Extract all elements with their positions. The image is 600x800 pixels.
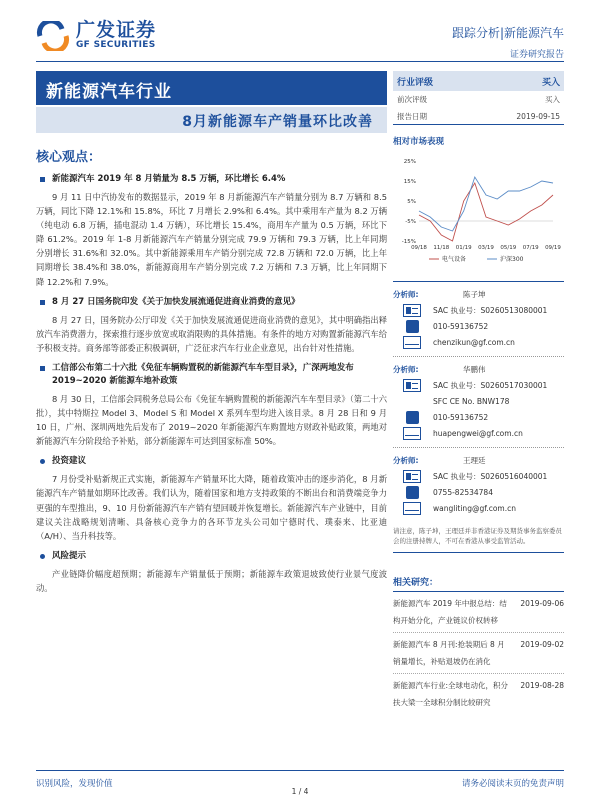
analyst-phone-row bbox=[393, 318, 564, 334]
y-tick-label: -5% bbox=[405, 219, 416, 225]
y-tick-label: 5% bbox=[407, 199, 416, 205]
rating-header bbox=[393, 71, 564, 91]
analyst-email-row bbox=[393, 334, 564, 350]
analyst-name: 王理廷 bbox=[463, 455, 486, 465]
y-tick-label: -15% bbox=[401, 239, 416, 245]
analyst-name-row bbox=[393, 286, 564, 302]
header-divider bbox=[36, 61, 564, 62]
analyst-sac-row bbox=[393, 377, 564, 393]
analyst-phone-row bbox=[393, 484, 564, 500]
related-research-title: 新能源汽车行业:全球电动化，积分扶大梁一全球积分制比较研究 bbox=[393, 681, 509, 707]
report-date-value: 2019-09-15 bbox=[516, 111, 560, 121]
analyst-phone-row bbox=[393, 409, 564, 425]
analyst-phone: 010-59136752 bbox=[433, 412, 489, 422]
analyst-sfc: SFC CE No. BNW178 bbox=[433, 396, 510, 406]
x-tick-label: 09/18 bbox=[411, 245, 427, 251]
analyst-name: 华鹏伟 bbox=[463, 364, 486, 374]
legend-label: 沪深300 bbox=[500, 256, 524, 263]
analyst-name: 陈子坤 bbox=[463, 289, 486, 299]
market-performance-heading: 相对市场表现 bbox=[393, 137, 445, 147]
phone-icon bbox=[406, 486, 419, 499]
related-research-list bbox=[393, 591, 564, 714]
section-paragraph-tax-exemption: 8 月 30 日，工信部会同税务总局公布《免征车辆购置税的新能源汽车车型目录》（第二十六批），其中特斯拉 Model 3、Model S 和 Model X 系列车型均进入该目录。8 月 28 日和 9 月 10 日，广州、深圳两地先后发布了 2019~2020 年新能源汽车购置地方财政补贴政策，两地对新能源汽车分阶段给予补贴，部分新能源车可达到国家标准 50%。 bbox=[36, 393, 387, 447]
analyst-email[interactable]: wangliting@gf.com.cn bbox=[433, 503, 516, 513]
id-card-icon bbox=[403, 304, 421, 317]
related-research-date: 2019-09-02 bbox=[520, 640, 564, 649]
footer-divider bbox=[36, 770, 564, 771]
analyst-email[interactable]: huapengwei@gf.com.cn bbox=[433, 428, 523, 438]
page-number: 1 / 4 bbox=[291, 787, 309, 796]
related-research-date: 2019-09-06 bbox=[520, 599, 564, 608]
section-heading-risk: 风险提示 bbox=[36, 550, 387, 563]
legend-label: 电气设备 bbox=[442, 256, 467, 263]
series-line-0 bbox=[419, 183, 553, 241]
analyst-card bbox=[393, 357, 564, 448]
analyst-phone: 010-59136752 bbox=[433, 321, 489, 331]
analyst-name-row bbox=[393, 452, 564, 468]
report-date-row bbox=[393, 108, 564, 125]
email-icon bbox=[403, 502, 421, 515]
sidebar bbox=[393, 71, 564, 714]
x-tick-label: 09/19 bbox=[545, 245, 561, 251]
related-research-heading: 相关研究： bbox=[393, 578, 439, 588]
related-research-item[interactable] bbox=[393, 633, 564, 674]
report-type-block bbox=[452, 24, 564, 60]
report-type: 跟踪分析|新能源汽车 bbox=[451, 26, 564, 40]
analyst-email-row bbox=[393, 500, 564, 516]
analyst-card bbox=[393, 282, 564, 357]
id-card-icon bbox=[403, 470, 421, 483]
related-research-title: 新能源汽车 2019 年中报总结：结构开始分化，产业链议价权转移 bbox=[393, 599, 507, 625]
section-paragraph-policy: 8 月 27 日，国务院办公厅印发《关于加快发展流通促进商业消费的意见》，其中明确指出释放汽车消费潜力，探索推行逐步放宽或取消限购的具体措施。有条件的地方对购置新能源汽车给予积极支持。商务部等部委正积极调研，广泛征求汽车行业企业意见，出台针对性措施。 bbox=[36, 314, 387, 353]
analyst-card bbox=[393, 448, 564, 522]
phone-icon bbox=[406, 320, 419, 333]
analyst-label: 分析师: bbox=[393, 289, 419, 299]
analyst-sac: SAC 执业号：S0260516040001 bbox=[433, 471, 548, 481]
section-heading-policy: 8 月 27 日国务院印发《关于加快发展流通促进商业消费的意见》 bbox=[36, 296, 387, 309]
section-paragraph-investment: 7 月份受补贴新规正式实施，新能源车产销量环比大降，随着政策冲击的逐步消化，8 月新能源汽车产销量如期环比改善。我们认为，随着国家和地方支持政策的不断出台和消费端竞争力更强的车型推出，9、10 月份新能源汽车产销有望回暖并恢复增长。新能源汽车产业链中，目前建议关注战略规划清晰、具备核心竞争力的各环节龙头公司如宁德时代、璞泰来、比亚迪（A/H）、当升科技等。 bbox=[36, 474, 387, 541]
x-tick-label: 05/19 bbox=[500, 245, 517, 251]
section-heading-investment: 投资建议 bbox=[36, 455, 387, 468]
section-heading-sales: 新能源汽车 2019 年 8 月销量为 8.5 万辆，环比增长 6.4% bbox=[36, 173, 387, 186]
previous-rating-row bbox=[393, 91, 564, 108]
report-date-label: 报告日期 bbox=[397, 111, 427, 121]
phone-icon bbox=[406, 411, 419, 424]
previous-rating-value: 买入 bbox=[545, 95, 560, 104]
analyst-sac: SAC 执业号：S0260517030001 bbox=[433, 380, 548, 390]
analyst-sac-row bbox=[393, 468, 564, 484]
rating-value: 买入 bbox=[541, 77, 560, 88]
section-paragraph-risk: 产业链降价幅度超预期；新能源车产销量低于预期；新能源车政策退坡致使行业景气度波动。 bbox=[36, 568, 387, 593]
analyst-label: 分析师: bbox=[393, 455, 419, 465]
footer-disclaimer: 请务必阅读末页的免责声明 bbox=[461, 779, 564, 789]
industry-title: 新能源汽车行业 bbox=[36, 71, 387, 105]
logo-chinese-text: 广发证券 bbox=[76, 19, 157, 41]
analyst-email-row bbox=[393, 425, 564, 441]
main-content bbox=[36, 146, 387, 602]
analyst-label: 分析师: bbox=[393, 364, 419, 374]
related-research-item[interactable] bbox=[393, 592, 564, 633]
email-icon bbox=[403, 427, 421, 440]
related-research-date: 2019-08-28 bbox=[520, 681, 564, 690]
y-tick-label: 25% bbox=[403, 159, 416, 165]
x-tick-label: 11/18 bbox=[433, 245, 450, 251]
analyst-sac: SAC 执业号：S0260513080001 bbox=[433, 305, 548, 315]
x-tick-label: 03/19 bbox=[478, 245, 494, 251]
rating-label: 行业评级 bbox=[397, 77, 434, 88]
email-icon bbox=[403, 336, 421, 349]
series-line-1 bbox=[419, 177, 553, 231]
market-performance-chart bbox=[393, 153, 564, 273]
x-tick-label: 01/19 bbox=[455, 245, 472, 251]
company-logo bbox=[36, 20, 156, 51]
y-tick-label: 15% bbox=[403, 179, 416, 185]
section-heading-tax-exemption: 工信部公布第二十六批《免征车辆购置税的新能源汽车车型目录》，广深两地发布 2019~2020 新能源车地补政策 bbox=[36, 362, 387, 388]
report-subtitle: 8月新能源车产销量环比改善 bbox=[36, 107, 387, 133]
report-subtype: 证券研究报告 bbox=[509, 50, 564, 60]
footer-slogan: 识别风险，发现价值 bbox=[36, 779, 113, 789]
analyst-email[interactable]: chenzikun@gf.com.cn bbox=[433, 337, 515, 347]
core-views-heading: 核心观点： bbox=[36, 150, 102, 165]
analyst-sac-row bbox=[393, 302, 564, 318]
id-card-icon bbox=[403, 379, 421, 392]
related-research-item[interactable] bbox=[393, 674, 564, 714]
analyst-sfc-row bbox=[393, 393, 564, 409]
section-paragraph-sales: 9 月 11 日中汽协发布的数据显示，2019 年 8 月新能源汽车产销量分别为 8.7 万辆和 8.5 万辆，同比下降 12.1%和 15.8%，环比 7 月增长 2.9%和 6.4%。其中乘用车产量为 8.2 万辆（纯电动 6.8 万辆，插电混动 1.4 万辆），环比增长 15.4%，商用车产量为 0.5 万辆，环比下降 61.2%。2019 年 1-8 月新能源汽车产销量分别完成 79.9 万辆和 79.3 万辆，比上年同期分别增长 31.6%和 32.0%。其中新能源乘用车产销分别完成 72.8 万辆和 72.0 万辆，比上年同期增长 38.4%和 38.0%，新能源商用车产销分别完成 7.2 万辆和 7.3 万辆，比上年同期下降 12.2%和 7.9%。 bbox=[36, 192, 387, 287]
licensing-note: 请注意，陈子坤，王理廷并非香港证券及期货事务监察委员会的注册持牌人，不可在香港从事受监管活动。 bbox=[393, 526, 564, 553]
x-tick-label: 07/19 bbox=[522, 245, 539, 251]
related-research-title: 新能源汽车 8 月刊:抢装期后 8 月销量增长，补贴退坡仍在消化 bbox=[393, 640, 505, 666]
previous-rating-label: 前次评级 bbox=[397, 95, 427, 104]
analyst-phone: 0755-82534784 bbox=[433, 487, 493, 497]
logo-english-text: GF SECURITIES bbox=[76, 40, 156, 50]
logo-mark-icon bbox=[36, 21, 70, 51]
analyst-name-row bbox=[393, 361, 564, 377]
